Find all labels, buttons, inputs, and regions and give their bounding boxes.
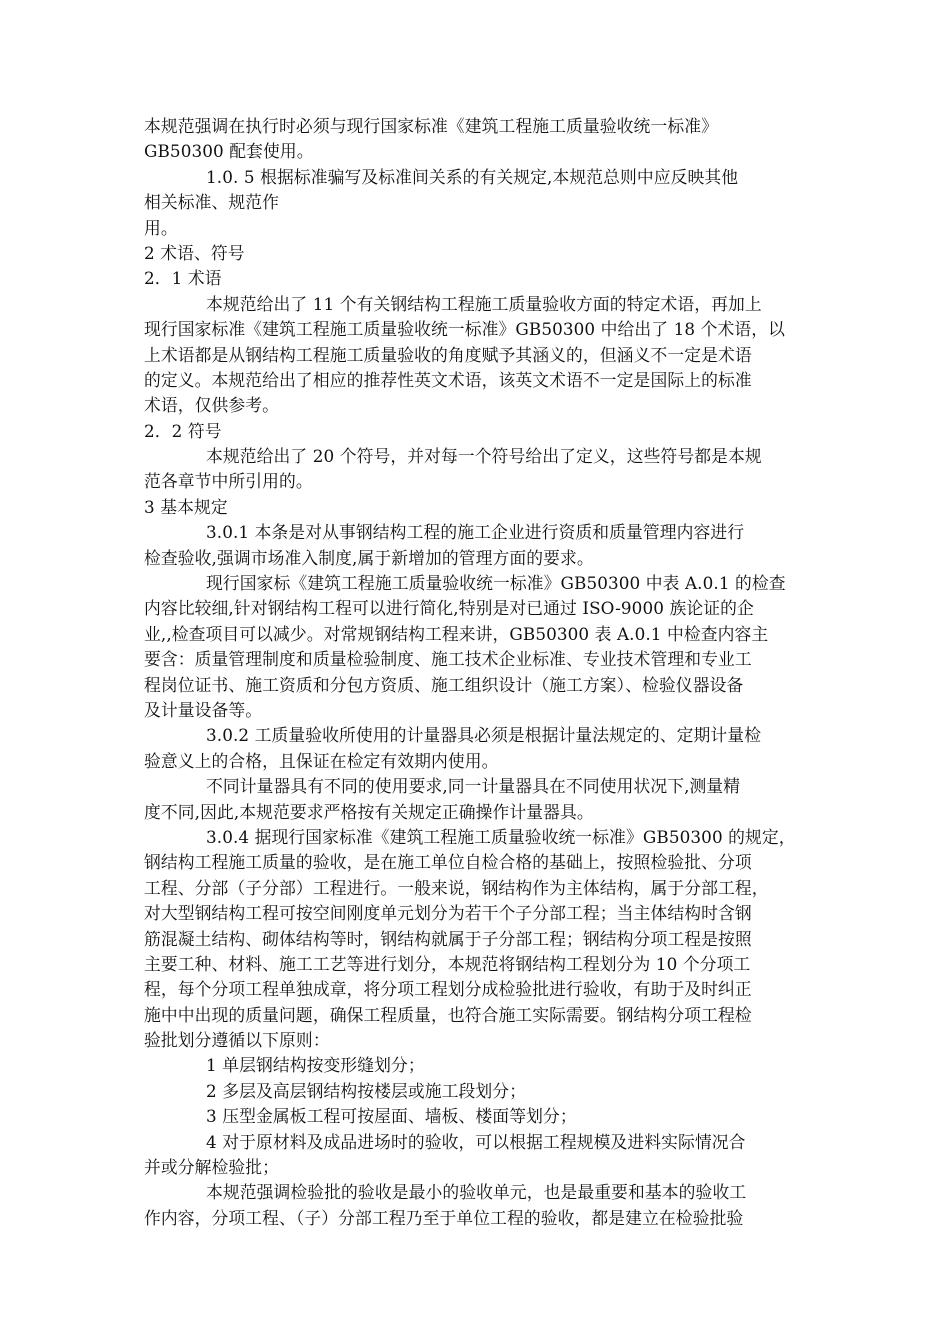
text-line: 的定义。本规范给出了相应的推荐性英文术语，该英文术语不一定是国际上的标准 — [144, 369, 752, 390]
text-line: 验意义上的合格，且保证在检定有效期内使用。 — [144, 750, 499, 771]
text-line: 检查验收,强调市场准入制度,属于新增加的管理方面的要求。 — [144, 547, 594, 568]
text-line: 3.0.4 据现行国家标准《建筑工程施工质量验收统一标准》GB50300 的规定， — [206, 826, 796, 847]
text-line: 2 多层及高层钢结构按楼层或施工段划分； — [206, 1080, 527, 1101]
text-line: 业,,检查项目可以减少。对常规钢结构工程来讲，GB50300 表 A.0.1 中检查内容主 — [144, 623, 769, 644]
text-line: 筋混凝土结构、砌体结构等时，钢结构就属于子分部工程；钢结构分项工程是按照 — [144, 928, 752, 949]
text-line: 验批划分遵循以下原则： — [144, 1030, 330, 1051]
text-line: 度不同,因此,本规范要求严格按有关规定正确操作计量器具。 — [144, 801, 594, 822]
text-line: 本规范给出了 20 个符号，并对每一个符号给出了定义，这些符号都是本规 — [206, 446, 762, 467]
text-line: 1.0. 5 根据标准骗写及标准间关系的有关规定,本规范总则中应反映其他 — [206, 166, 739, 187]
text-line: 工程、分部（子分部）工程进行。一般来说，钢结构作为主体结构，属于分部工程， — [144, 877, 769, 898]
text-line: 4 对于原材料及成品进场时的验收，可以根据工程规模及进料实际情况合 — [206, 1131, 746, 1152]
text-line: GB50300 配套使用。 — [144, 141, 314, 162]
text-line: 2．2 符号 — [144, 420, 222, 441]
text-line: 本规范给出了 11 个有关钢结构工程施工质量验收方面的特定术语，再加上 — [206, 293, 762, 314]
text-line: 内容比较细,针对钢结构工程可以进行简化,特别是对已通过 ISO-9000 族论证的企 — [144, 598, 754, 619]
text-line: 3.0.2 工质量验收所使用的计量器具必须是根据计量法规定的、定期计量检 — [206, 725, 762, 746]
text-line: 现行国家标准《建筑工程施工质量验收统一标准》GB50300 中给出了 18 个术语，以 — [144, 319, 785, 340]
text-line: 3.0.1 本条是对从事钢结构工程的施工企业进行资质和质量管理内容进行 — [206, 522, 745, 543]
text-line: 3 基本规定 — [144, 496, 228, 517]
text-line: 主要工种、材料、施工工艺等进行划分，本规范将钢结构工程划分为 10 个分项工 — [144, 953, 751, 974]
text-line: 相关标准、规范作 — [144, 192, 280, 213]
text-line: 2 术语、符号 — [144, 242, 245, 263]
text-line: 范各章节中所引用的。 — [144, 471, 313, 492]
text-line: 本规范强调检验批的验收是最小的验收单元，也是最重要和基本的验收工 — [206, 1182, 747, 1203]
text-line: 钢结构工程施工质量的验收，是在施工单位自检合格的基础上，按照检验批、分项 — [144, 852, 752, 873]
text-line: 不同计量器具有不同的使用要求,同一计量器具在不同使用状况下,测量精 — [206, 776, 741, 797]
text-line: 上术语都是从钢结构工程施工质量验收的角度赋予其涵义的，但涵义不一定是术语 — [144, 344, 752, 365]
text-line: 施中中出现的质量问题，确保工程质量，也符合施工实际需要。钢结构分项工程检 — [144, 1004, 752, 1025]
text-line: 1 单层钢结构按变形缝划分； — [206, 1055, 425, 1076]
text-line: 术语，仅供参考。 — [144, 395, 280, 416]
text-line: 程岗位证书、施工资质和分包方资质、施工组织设计（施工方案）、检验仪器设备 — [144, 674, 744, 695]
text-line: 对大型钢结构工程可按空间刚度单元划分为若干个子分部工程；当主体结构时含钢 — [144, 903, 752, 924]
text-line: 2．1 术语 — [144, 268, 222, 289]
text-line: 及计量设备等。 — [144, 699, 263, 720]
text-line: 用。 — [144, 217, 178, 238]
text-line: 程，每个分项工程单独成章，将分项工程划分成检验批进行验收，有助于及时纠正 — [144, 979, 752, 1000]
text-line: 要含：质量管理制度和质量检验制度、施工技术企业标准、专业技术管理和专业工 — [144, 649, 752, 670]
text-line: 本规范强调在执行时必须与现行国家标准《建筑工程施工质量验收统一标准》 — [144, 116, 718, 136]
text-line: 作内容，分项工程、（子）分部工程乃至于单位工程的验收，都是建立在检验批验 — [144, 1207, 744, 1228]
text-line: 现行国家标《建筑工程施工质量验收统一标准》GB50300 中表 A.0.1 的检查 — [206, 573, 786, 594]
text-line: 并或分解检验批； — [144, 1157, 280, 1178]
document-body — [144, 114, 809, 1231]
text-line: 3 压型金属板工程可按屋面、墙板、楼面等划分； — [206, 1106, 577, 1127]
